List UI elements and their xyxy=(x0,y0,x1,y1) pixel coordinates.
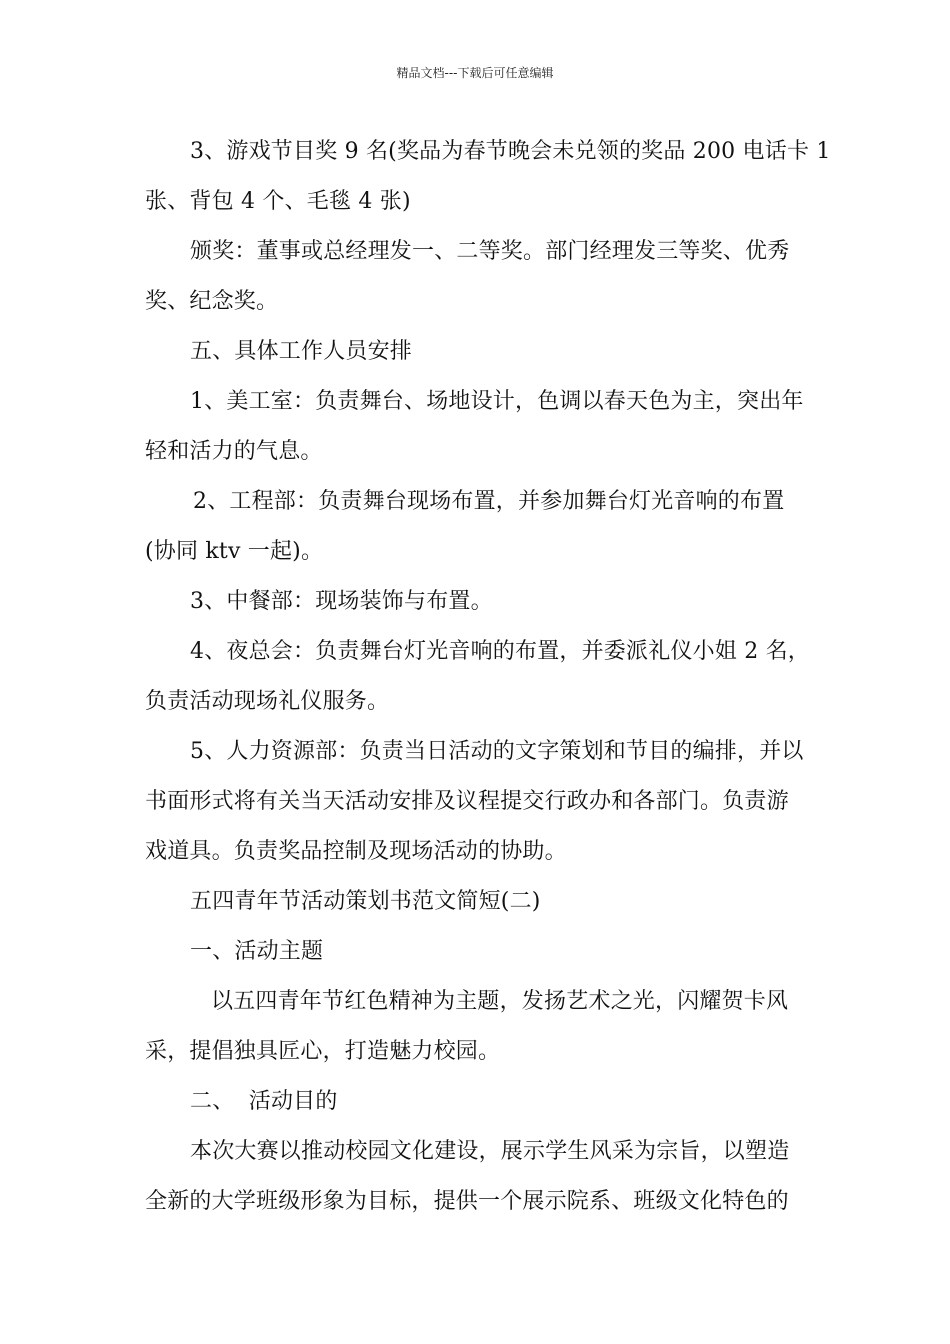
paragraph-line: 以五四青年节红色精神为主题，发扬艺术之光，闪耀贺卡风 xyxy=(211,989,789,1014)
paragraph-line: (协同 ktv 一起)。 xyxy=(145,539,324,564)
paragraph-line: 5、人力资源部：负责当日活动的文字策划和节目的编排，并以 xyxy=(190,739,804,764)
paragraph-line: 戏道具。负责奖品控制及现场活动的协助。 xyxy=(145,839,567,864)
paragraph-line: 2、工程部：负责舞台现场布置，并参加舞台灯光音响的布置 xyxy=(193,489,785,514)
paragraph-line: 轻和活力的气息。 xyxy=(145,439,323,464)
paragraph-line: 本次大赛以推动校园文化建设，展示学生风采为宗旨，以塑造 xyxy=(190,1139,790,1164)
paragraph-line: 负责活动现场礼仪服务。 xyxy=(145,689,390,714)
section-heading: 五、具体工作人员安排 xyxy=(190,339,413,364)
section-title: 五四青年节活动策划书范文简短(二) xyxy=(190,889,541,914)
section-heading: 二、 活动目的 xyxy=(190,1089,338,1114)
paragraph-line: 采，提倡独具匠心，打造魅力校园。 xyxy=(145,1039,501,1064)
page-header: 精品文档---下载后可任意编辑 xyxy=(396,66,554,80)
paragraph-line: 书面形式将有关当天活动安排及议程提交行政办和各部门。负责游 xyxy=(145,789,789,814)
paragraph-line: 1、美工室：负责舞台、场地设计，色调以春天色为主，突出年 xyxy=(190,389,804,414)
section-heading: 一、活动主题 xyxy=(190,939,324,964)
paragraph-line: 3、游戏节目奖 9 名(奖品为春节晚会未兑领的奖品 200 电话卡 1 xyxy=(190,139,831,164)
paragraph-line: 4、夜总会：负责舞台灯光音响的布置，并委派礼仪小姐 2 名， xyxy=(190,639,810,664)
paragraph-line: 颁奖：董事或总经理发一、二等奖。部门经理发三等奖、优秀 xyxy=(190,239,790,264)
paragraph-line: 3、中餐部：现场装饰与布置。 xyxy=(190,589,493,614)
paragraph-line: 张、背包 4 个、毛毯 4 张) xyxy=(145,189,411,214)
paragraph-line: 全新的大学班级形象为目标，提供一个展示院系、班级文化特色的 xyxy=(145,1189,789,1214)
paragraph-line: 奖、纪念奖。 xyxy=(145,289,279,314)
